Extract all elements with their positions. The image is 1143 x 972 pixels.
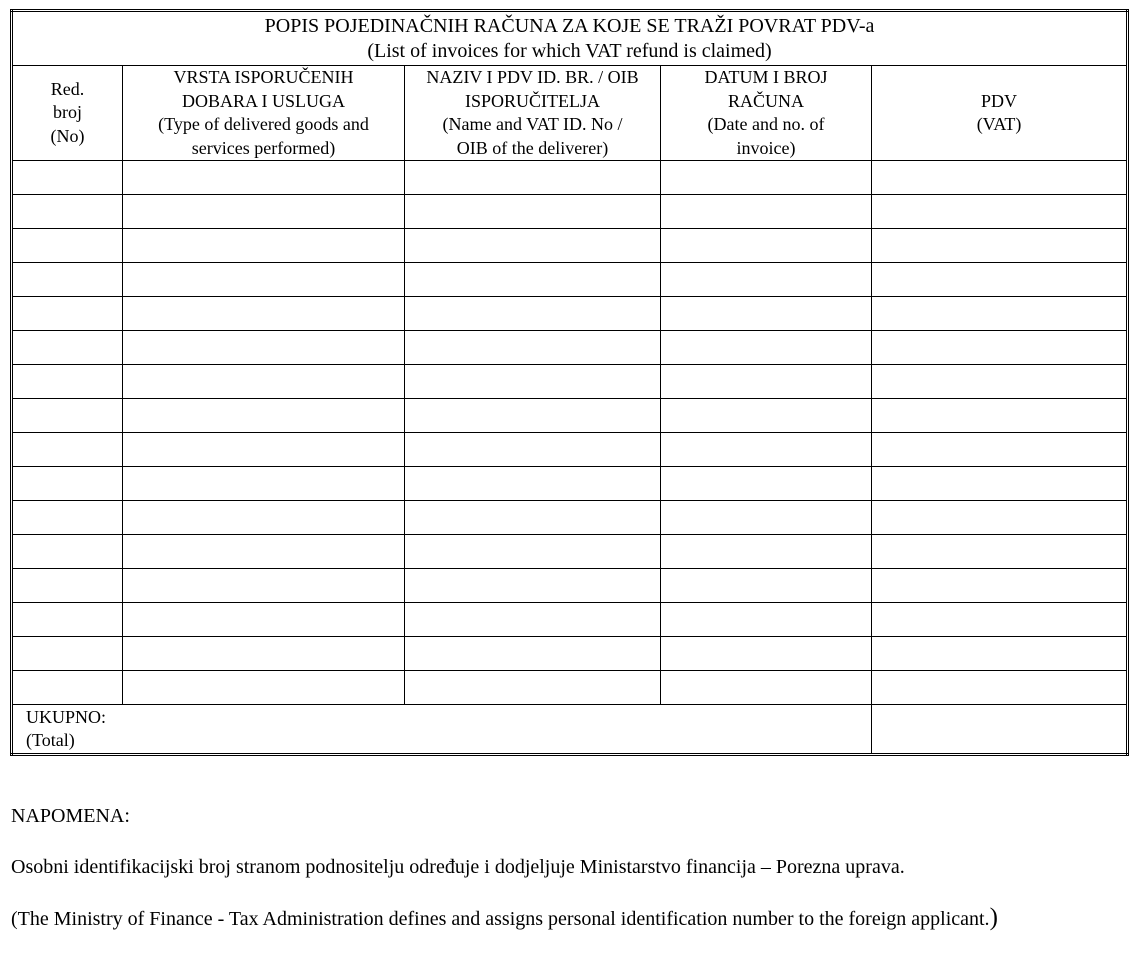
cell-no[interactable] xyxy=(12,501,123,535)
header-line: OIB of the deliverer) xyxy=(456,137,609,158)
cell-deliverer[interactable] xyxy=(405,229,661,263)
cell-deliverer[interactable] xyxy=(405,433,661,467)
cell-no[interactable] xyxy=(12,161,123,195)
cell-no[interactable] xyxy=(12,637,123,671)
cell-deliverer[interactable] xyxy=(405,569,661,603)
note-text-en xyxy=(11,904,1115,933)
column-header-deliverer xyxy=(405,66,661,161)
cell-vat[interactable] xyxy=(872,535,1128,569)
cell-deliverer[interactable] xyxy=(405,603,661,637)
cell-deliverer[interactable] xyxy=(405,467,661,501)
cell-deliverer[interactable] xyxy=(405,399,661,433)
cell-vat[interactable] xyxy=(872,603,1128,637)
cell-goods[interactable] xyxy=(123,229,405,263)
header-line: (No) xyxy=(50,125,85,146)
header-row xyxy=(12,66,1128,161)
header-line: RAČUNA xyxy=(727,90,804,111)
table-row xyxy=(12,229,1128,263)
header-line: PDV xyxy=(981,90,1018,111)
cell-vat[interactable] xyxy=(872,637,1128,671)
cell-goods[interactable] xyxy=(123,365,405,399)
cell-deliverer[interactable] xyxy=(405,195,661,229)
cell-goods[interactable] xyxy=(123,263,405,297)
table-row xyxy=(12,467,1128,501)
table-row xyxy=(12,535,1128,569)
cell-vat[interactable] xyxy=(872,671,1128,705)
cell-goods[interactable] xyxy=(123,297,405,331)
invoice-list-table xyxy=(10,9,1129,756)
table-row xyxy=(12,399,1128,433)
header-line: DOBARA I USLUGA xyxy=(181,90,345,111)
cell-invoice[interactable] xyxy=(661,535,872,569)
cell-goods[interactable] xyxy=(123,195,405,229)
header-line: invoice) xyxy=(736,137,796,158)
cell-invoice[interactable] xyxy=(661,637,872,671)
cell-no[interactable] xyxy=(12,195,123,229)
cell-vat[interactable] xyxy=(872,297,1128,331)
cell-vat[interactable] xyxy=(872,229,1128,263)
cell-no[interactable] xyxy=(12,399,123,433)
cell-deliverer[interactable] xyxy=(405,637,661,671)
header-line: services performed) xyxy=(191,137,336,158)
cell-vat[interactable] xyxy=(872,399,1128,433)
note-text-en-close: ) xyxy=(989,904,998,931)
header-line: (VAT) xyxy=(976,114,1022,134)
note-text-hr: Osobni identifikacijski broj stranom podnositelju određuje i dodjeljuje Ministarstvo financija – Porezna uprava. xyxy=(11,856,905,878)
cell-invoice[interactable] xyxy=(661,263,872,297)
header-line: ISPORUČITELJA xyxy=(464,90,600,111)
cell-goods[interactable] xyxy=(123,603,405,637)
cell-no[interactable] xyxy=(12,433,123,467)
column-header-vat xyxy=(872,66,1128,161)
column-header-no xyxy=(12,66,123,161)
cell-invoice[interactable] xyxy=(661,603,872,637)
cell-deliverer[interactable] xyxy=(405,331,661,365)
column-header-invoice xyxy=(661,66,872,161)
cell-vat[interactable] xyxy=(872,433,1128,467)
cell-goods[interactable] xyxy=(123,501,405,535)
total-vat-cell[interactable] xyxy=(872,705,1128,755)
table-row xyxy=(12,195,1128,229)
header-line: (Name and VAT ID. No / xyxy=(442,114,623,134)
cell-deliverer[interactable] xyxy=(405,297,661,331)
cell-vat[interactable] xyxy=(872,365,1128,399)
cell-invoice[interactable] xyxy=(661,467,872,501)
table-row xyxy=(12,331,1128,365)
table-row xyxy=(12,297,1128,331)
cell-no[interactable] xyxy=(12,263,123,297)
cell-vat[interactable] xyxy=(872,195,1128,229)
cell-vat[interactable] xyxy=(872,161,1128,195)
cell-invoice[interactable] xyxy=(661,365,872,399)
cell-goods[interactable] xyxy=(123,467,405,501)
cell-no[interactable] xyxy=(12,331,123,365)
table-row xyxy=(12,569,1128,603)
cell-vat[interactable] xyxy=(872,263,1128,297)
cell-invoice[interactable] xyxy=(661,569,872,603)
cell-no[interactable] xyxy=(12,569,123,603)
cell-deliverer[interactable] xyxy=(405,501,661,535)
table-title-en: (List of invoices for which VAT refund is claimed) xyxy=(367,39,772,62)
cell-no[interactable] xyxy=(12,229,123,263)
cell-invoice[interactable] xyxy=(661,399,872,433)
cell-no[interactable] xyxy=(12,297,123,331)
cell-goods[interactable] xyxy=(123,331,405,365)
cell-invoice[interactable] xyxy=(661,195,872,229)
cell-no[interactable] xyxy=(12,467,123,501)
cell-invoice[interactable] xyxy=(661,433,872,467)
cell-deliverer[interactable] xyxy=(405,263,661,297)
cell-no[interactable] xyxy=(12,603,123,637)
header-line: broj xyxy=(53,102,82,123)
total-label-hr: UKUPNO: xyxy=(26,707,107,727)
cell-invoice[interactable] xyxy=(661,161,872,195)
cell-vat[interactable] xyxy=(872,569,1128,603)
header-line: DATUM I BROJ xyxy=(704,67,828,87)
cell-vat[interactable] xyxy=(872,467,1128,501)
total-label-en: (Total) xyxy=(26,730,75,750)
cell-vat[interactable] xyxy=(872,331,1128,365)
total-row xyxy=(12,705,1128,755)
cell-invoice[interactable] xyxy=(661,331,872,365)
cell-invoice[interactable] xyxy=(661,229,872,263)
header-line: (Date and no. of xyxy=(707,114,825,134)
cell-goods[interactable] xyxy=(123,671,405,705)
cell-goods[interactable] xyxy=(123,637,405,671)
note-label: NAPOMENA: xyxy=(11,805,130,827)
cell-invoice[interactable] xyxy=(661,297,872,331)
cell-vat[interactable] xyxy=(872,501,1128,535)
column-header-goods xyxy=(123,66,405,161)
cell-deliverer[interactable] xyxy=(405,535,661,569)
table-row xyxy=(12,637,1128,671)
cell-goods[interactable] xyxy=(123,161,405,195)
cell-deliverer[interactable] xyxy=(405,365,661,399)
table-row xyxy=(12,263,1128,297)
header-line: Red. xyxy=(50,78,85,99)
cell-invoice[interactable] xyxy=(661,501,872,535)
total-label-cell xyxy=(12,705,872,755)
cell-deliverer[interactable] xyxy=(405,161,661,195)
cell-deliverer[interactable] xyxy=(405,671,661,705)
cell-no[interactable] xyxy=(12,535,123,569)
header-line: NAZIV I PDV ID. BR. / OIB xyxy=(426,67,639,87)
cell-invoice[interactable] xyxy=(661,671,872,705)
table-row xyxy=(12,501,1128,535)
header-line: VRSTA ISPORUČENIH xyxy=(173,67,354,87)
cell-goods[interactable] xyxy=(123,569,405,603)
cell-goods[interactable] xyxy=(123,535,405,569)
table-title-hr: POPIS POJEDINAČNIH RAČUNA ZA KOJE SE TRAŽI POVRAT PDV-a xyxy=(264,14,875,37)
table-title xyxy=(12,11,1128,66)
table-row xyxy=(12,603,1128,637)
cell-goods[interactable] xyxy=(123,399,405,433)
cell-no[interactable] xyxy=(12,671,123,705)
table-row xyxy=(12,161,1128,195)
table-row xyxy=(12,671,1128,705)
cell-no[interactable] xyxy=(12,365,123,399)
header-line: (Type of delivered goods and xyxy=(158,114,369,134)
cell-goods[interactable] xyxy=(123,433,405,467)
note-text-en-main: (The Ministry of Finance - Tax Administration defines and assigns personal identification number to the foreign applicant. xyxy=(11,908,990,930)
table-row xyxy=(12,365,1128,399)
table-row xyxy=(12,433,1128,467)
